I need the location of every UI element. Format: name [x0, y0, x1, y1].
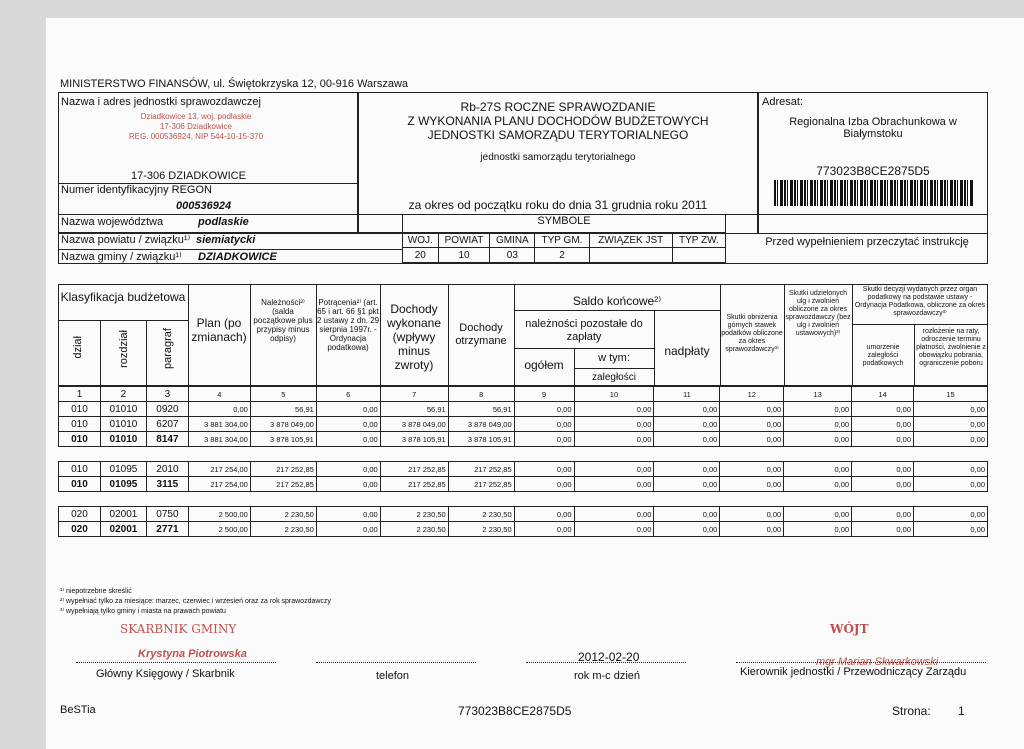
footer-code: 773023B8CE2875D5 — [458, 704, 572, 718]
stamp-line-2: 17-306 Dziadkowice — [159, 122, 233, 131]
voivodeship-value: podlaskie — [198, 216, 249, 228]
page-label: Strona: — [892, 704, 931, 718]
unit-name-label: Nazwa i adres jednostki sprawozdawczej — [61, 96, 261, 108]
stamp-treasurer: SKARBNIK GMINY — [120, 622, 237, 636]
postal-town: 17-306 DZIADKOWICE — [131, 170, 246, 182]
col-zaleglosci: zaległości — [592, 372, 636, 383]
report-title-1: Rb-27S ROCZNE SPRAWOZDANIE — [460, 100, 656, 114]
document-page — [46, 18, 1024, 749]
col-dochody-wykonane: Dochody wykonane (wpływy minus zwroty) — [386, 302, 442, 372]
phone-caption: telefon — [376, 670, 410, 682]
col-potracenia: Potrącenia²⁾ (art. 65 i art. 66 §1 pkt 2 ustawy z dn. 29 sierpnia 1997r. - Ordynacja podatkowa) — [316, 298, 380, 352]
commune-label: Nazwa gminy / związku¹⁾ — [61, 251, 182, 263]
stamp-line-1: Dziadkowice 13, woj. podlaskie — [140, 112, 252, 121]
regon-label: Numer identyfikacyjny REGON — [61, 184, 212, 196]
addressee-line-2: Białymstoku — [843, 128, 903, 140]
commune-value: DZIADKOWICE — [198, 251, 277, 263]
barcode — [774, 180, 974, 206]
footnote-2: ²⁾ wypełniać tylko za miesiące: marzec, czerwiec i wrzesień oraz za rok sprawozdawczy — [60, 598, 331, 605]
col-ogolem: ogółem — [524, 358, 564, 372]
col-plan: Plan (po zmianach) — [191, 316, 247, 344]
col-saldo: Saldo końcowe²⁾ — [572, 294, 662, 308]
software-name: BeSTia — [60, 704, 96, 716]
data-table — [58, 386, 988, 537]
report-subtitle: jednostki samorządu terytorialnego — [480, 152, 636, 163]
stamp-line-3: REG. 000536924, NIP 544-10-15-370 — [128, 132, 264, 141]
table-row: 020 02001 0750 2 500,00 2 230,50 0,00 2 230,50 2 230,50 0,00 0,00 0,00 0,00 0,00 0,00 0,00 — [59, 507, 988, 522]
addressee-line-1: Regionalna Izba Obrachunkowa w — [789, 116, 957, 128]
col-classification: Klasyfikacja budżetowa — [60, 290, 186, 304]
stamp-mayor: WÓJT — [830, 622, 869, 636]
regon-value: 000536924 — [176, 200, 232, 212]
report-period: za okres od początku roku do dnia 31 grudnia roku 2011 — [408, 198, 708, 212]
group-spacer — [59, 447, 988, 462]
col-dochody-otrzymane: Dochody otrzymane — [455, 322, 507, 347]
symbols-label: SYMBOLE — [537, 215, 591, 227]
col-rozlozenie: rozłożenie na raty, odroczenie terminu płatności, zwolnienie z obowiązku pobrania, ograniczenie poboru — [916, 328, 986, 367]
page-number: 1 — [958, 704, 965, 718]
table-row: 010 01010 6207 3 881 304,00 3 878 049,00 0,00 3 878 049,00 3 878 049,00 0,00 0,00 0,00 0,00 0,00 0,00 0,00 — [59, 417, 988, 432]
county-label: Nazwa powiatu / związku¹⁾ — [61, 234, 191, 246]
mayor-caption: Kierownik jednostki / Przewodniczący Zarządu — [740, 666, 967, 678]
footnote-1: ¹⁾ niepotrzebne skreślić — [60, 588, 132, 595]
col-skutki-obnizenia: Skutki obniżenia górnych stawek podatków obliczone za okres sprawozdawczy³⁾ — [721, 314, 783, 353]
table-row: 020 02001 2771 2 500,00 2 230,50 0,00 2 230,50 2 230,50 0,00 0,00 0,00 0,00 0,00 0,00 0,00 — [59, 522, 988, 537]
col-naleznosci-pozostale: należności pozostałe do zapłaty — [525, 318, 643, 343]
stamp-mayor-name: mgr Marian Skwarkowski — [816, 656, 939, 668]
col-umorzenie: umorzenie zaległości podatkowych — [862, 344, 904, 367]
report-title-2: Z WYKONANIA PLANU DOCHODÓW BUDŻETOWYCH — [407, 114, 709, 128]
table-row: 010 01010 8147 3 881 304,00 3 878 105,91 0,00 3 878 105,91 3 878 105,91 0,00 0,00 0,00 0,00 0,00 0,00 0,00 — [59, 432, 988, 447]
table-row: 010 01095 2010 217 254,00 217 252,85 0,00 217 252,85 217 252,85 0,00 0,00 0,00 0,00 0,00 0,00 0,00 — [59, 462, 988, 477]
signature-date: 2012-02-20 — [578, 650, 640, 664]
county-value: siemiatycki — [196, 234, 256, 246]
footnote-3: ³⁾ wypełniają tylko gminy i miasta na prawach powiatu — [60, 608, 226, 615]
group-spacer — [59, 492, 988, 507]
report-title-3: JEDNOSTKI SAMORZĄDU TERYTORIALNEGO — [427, 128, 689, 142]
addressee-label: Adresat: — [762, 96, 803, 108]
col-dzial: dział — [72, 336, 84, 359]
col-skutki-decyzji: Skutki decyzji wydanych przez organ podatkowy na podstawie ustawy - Ordynacja Podatkowa, obliczone za okres sprawozdawczy³⁾ — [854, 286, 986, 317]
table-row: 010 01010 0920 0,00 56,91 0,00 56,91 56,91 0,00 0,00 0,00 0,00 0,00 0,00 0,00 — [59, 402, 988, 417]
date-caption: rok m-c dzień — [574, 670, 641, 682]
document-code: 773023B8CE2875D5 — [816, 164, 930, 178]
addressee-box — [758, 92, 988, 234]
col-nadplaty: nadpłaty — [664, 344, 710, 358]
col-w-tym: w tym: — [598, 352, 630, 364]
table-row: 010 01095 3115 217 254,00 217 252,85 0,00 217 252,85 217 252,85 0,00 0,00 0,00 0,00 0,00 0,00 0,00 — [59, 477, 988, 492]
col-naleznosci: Należności²⁾ (salda początkowe plus przypisy minus odpisy) — [253, 298, 313, 343]
symbols-table: WOJ. POWIAT GMINA TYP GM. ZWIĄZEK JST TYP ZW. 20 10 03 2 — [402, 232, 726, 263]
voivodeship-label: Nazwa województwa — [61, 216, 164, 228]
ministry-header: MINISTERSTWO FINANSÓW, ul. Świętokrzyska 12, 00-916 Warszawa — [60, 78, 409, 90]
column-number-row: 1 2 3 4 5 6 7 8 9 10 11 12 13 14 15 — [59, 387, 988, 402]
col-paragraf: paragraf — [162, 328, 174, 369]
instructions-note: Przed wypełnieniem przeczytać instrukcję — [765, 236, 969, 248]
stamp-treasurer-name: Krystyna Piotrowska — [138, 648, 247, 660]
treasurer-caption: Główny Księgowy / Skarbnik — [96, 668, 235, 680]
col-rozdzial: rozdział — [118, 330, 130, 368]
col-skutki-ulg: Skutki udzielonych ulg i zwolnień obliczone za okres sprawozdawczy (bez ulg i zwolnień ustawowych)³⁾ — [785, 290, 851, 337]
